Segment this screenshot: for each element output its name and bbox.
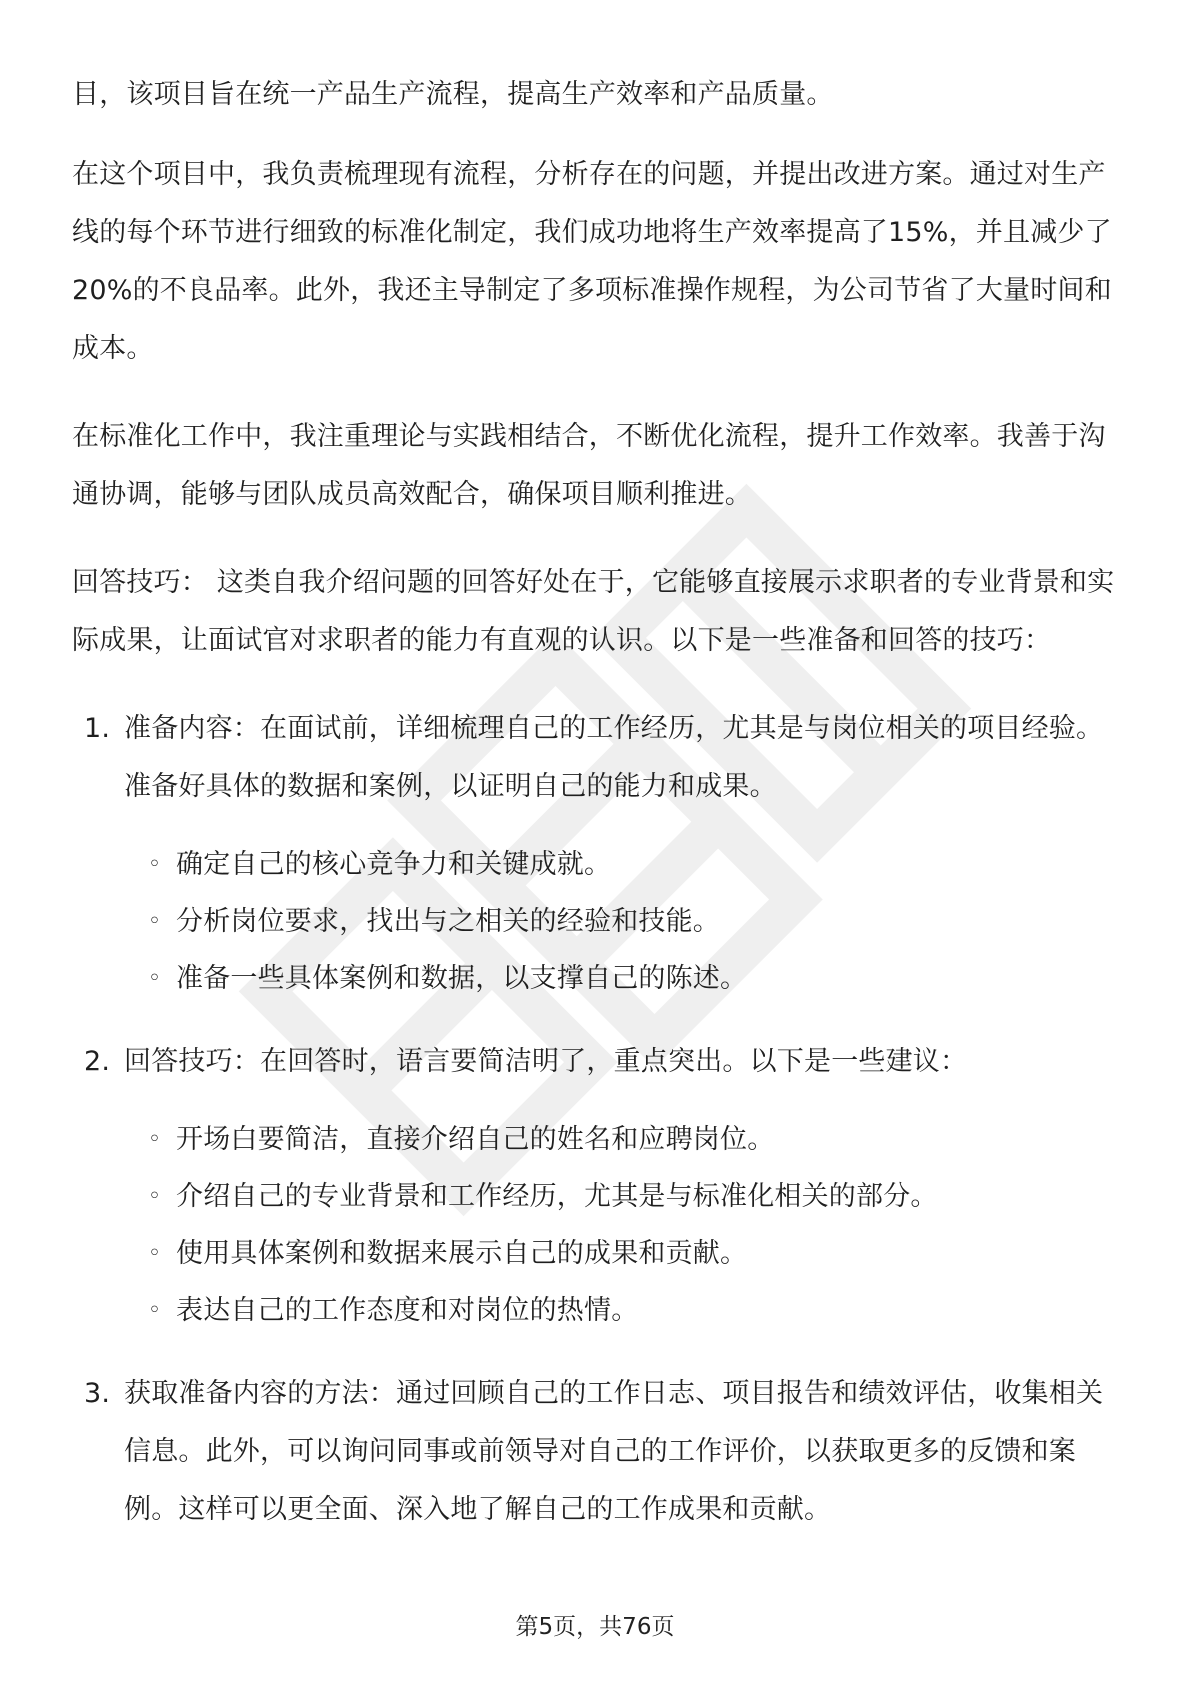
sub-list <box>124 836 1122 1007</box>
sub-list-item: ◦ 准备一些具体案例和数据，以支撑自己的陈述。 <box>176 950 1122 1007</box>
list-item <box>72 700 1122 1007</box>
sub-list <box>124 1111 1122 1339</box>
bullet-icon: ◦ <box>148 909 162 934</box>
sub-list-item: ◦ 使用具体案例和数据来展示自己的成果和贡献。 <box>176 1225 1122 1282</box>
bullet-icon: ◦ <box>148 966 162 991</box>
list-number: 1. <box>84 713 111 744</box>
bullet-icon: ◦ <box>148 1127 162 1152</box>
sub-list-item: ◦ 开场白要简洁，直接介绍自己的姓名和应聘岗位。 <box>176 1111 1122 1168</box>
list-number: 2. <box>84 1046 111 1077</box>
list-item-text: 获取准备内容的方法：通过回顾自己的工作日志、项目报告和绩效评估，收集相关信息。此外，可以询问同事或前领导对自己的工作评价，以获取更多的反馈和案例。这样可以更全面、深入地了解自己的工作成果和贡献。 <box>124 1378 1104 1525</box>
document-body <box>72 66 1122 1565</box>
intro-line: 目，该项目旨在统一产品生产流程，提高生产效率和产品质量。 <box>72 79 834 110</box>
bullet-icon: ◦ <box>148 1298 162 1323</box>
bullet-icon: ◦ <box>148 852 162 877</box>
sub-list-item: ◦ 表达自己的工作态度和对岗位的热情。 <box>176 1282 1122 1339</box>
paragraph-answer-tips: 回答技巧： 这类自我介绍问题的回答好处在于，它能够直接展示求职者的专业背景和实际成果，让面试官对求职者的能力有直观的认识。以下是一些准备和回答的技巧： <box>72 567 1115 656</box>
list-item <box>72 1365 1122 1539</box>
list-item <box>72 1033 1122 1339</box>
list-item-text: 回答技巧：在回答时，语言要简洁明了，重点突出。以下是一些建议： <box>124 1046 968 1077</box>
sub-list-item: ◦ 分析岗位要求，找出与之相关的经验和技能。 <box>176 893 1122 950</box>
page-footer: 第5页，共76页 <box>515 1614 675 1640</box>
list-number: 3. <box>84 1378 111 1409</box>
list-item-text: 准备内容：在面试前，详细梳理自己的工作经历，尤其是与岗位相关的项目经验。准备好具体的数据和案例，以证明自己的能力和成果。 <box>124 713 1104 802</box>
paragraph-standardization: 在标准化工作中，我注重理论与实践相结合，不断优化流程，提升工作效率。我善于沟通协调，能够与团队成员高效配合，确保项目顺利推进。 <box>72 421 1106 510</box>
bullet-icon: ◦ <box>148 1184 162 1209</box>
bullet-icon: ◦ <box>148 1241 162 1266</box>
paragraph-project: 在这个项目中，我负责梳理现有流程，分析存在的问题，并提出改进方案。通过对生产线的每个环节进行细致的标准化制定，我们成功地将生产效率提高了15%，并且减少了20%的不良品率。此外，我还主导制定了多项标准操作规程，为公司节省了大量时间和成本。 <box>72 159 1112 364</box>
tips-list <box>72 700 1122 1539</box>
sub-list-item: ◦ 介绍自己的专业背景和工作经历，尤其是与标准化相关的部分。 <box>176 1168 1122 1225</box>
sub-list-item: ◦ 确定自己的核心竞争力和关键成就。 <box>176 836 1122 893</box>
